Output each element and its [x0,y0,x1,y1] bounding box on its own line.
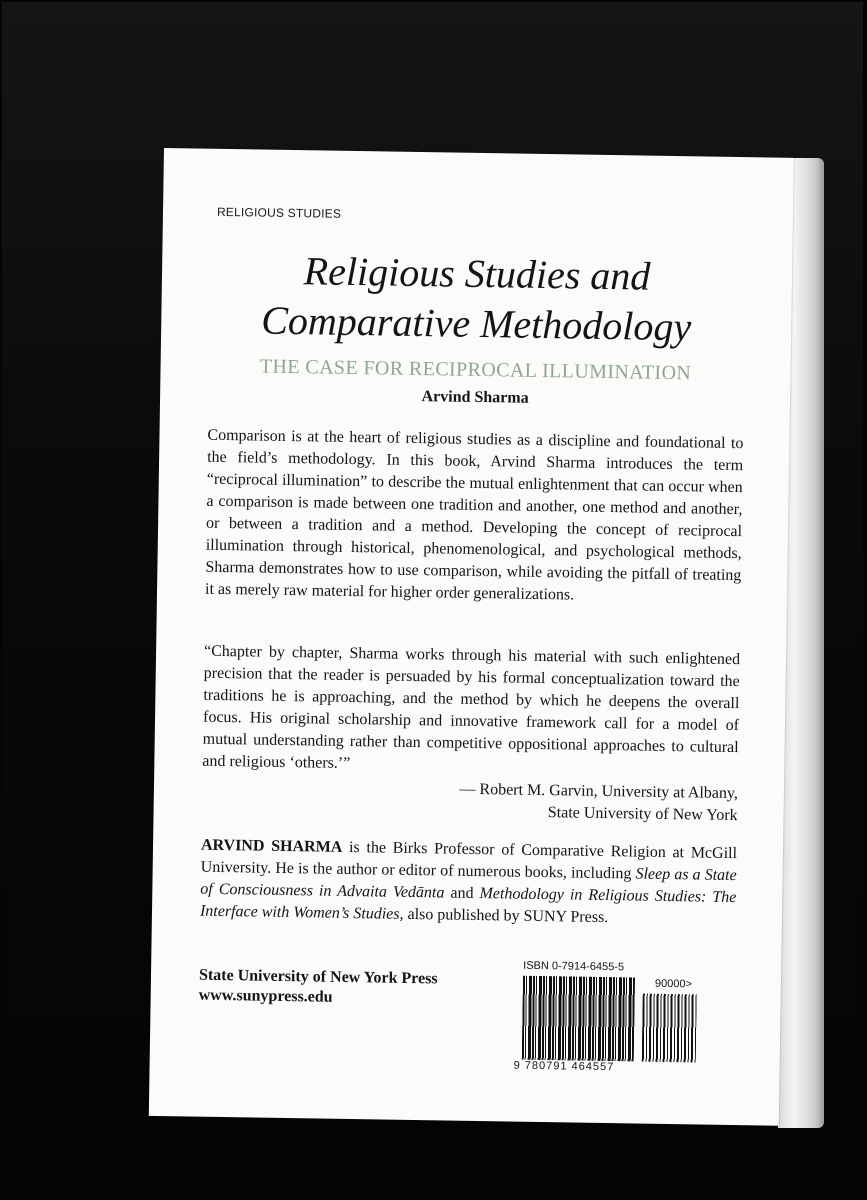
bio-author-name: ARVIND SHARMA [200,836,343,856]
bio-book-title-2: Methodology in Religious Studies: The Interface with Women’s Studies, [199,885,737,923]
publisher-website: www.sunypress.edu [198,986,333,1006]
description-paragraph: Comparison is at the heart of religious studies as a discipline and foundational to the field’s methodology. In this book, Arvind Sharma introduces the term “reciprocal illumination” to describe the mutual enlightenment that can occur when a comparison is made between one tradition and another, one method and another, or between a tradition and a method. Developing the concept of reciprocal illumination through historical, phenomenological, and psychological methods, Sharma demonstrates how to use comparison, while avoiding the pitfall of treating it as merely raw material for higher order generalizations. [204,426,744,604]
publisher-name: State University of New York Press [198,966,438,988]
book-subtitle: THE CASE FOR RECIPROCAL ILLUMINATION [259,355,692,385]
bio-text-3: also published by SUNY Press. [403,905,609,927]
ean-number: 9 780791 464557 [514,1060,644,1074]
endorsement-quote: “Chapter by chapter, Sharma works through his material with such enlightened precision that the reader is persuaded by his formal conceptualization toward the traditions he is approaching, and the method by which he deepens the overall focus. His original scholarship and innovative framework call for a model of mutual understanding rather than competitive oppositional approaches to cultural and religious ‘others.’” [202,642,741,773]
bio-text-2: and [444,884,480,903]
author-name: Arvind Sharma [421,388,529,407]
quote-attribution-line-1: — Robert M. Garvin, University at Albany, [459,780,739,803]
isbn-label: ISBN 0-7914-6455-5 [523,959,625,974]
book-title [201,245,753,354]
price-code-label: 90000> [654,977,693,991]
book-back-cover [149,148,794,1126]
ean-barcode [522,976,635,1062]
title-line-2: Comparative Methodology [260,297,692,350]
title-line-1: Religious Studies and [303,248,651,299]
bio-book-title-1: Sleep as a State of Consciousness in Advaita Vedānta [200,865,737,902]
series-label: RELIGIOUS STUDIES [216,204,342,221]
bio-text-1: is the Birks Professor of Comparative Religion at McGill University. He is the author or editor of numerous books, including [200,838,738,883]
price-addon-barcode [642,994,697,1063]
author-bio [200,835,737,931]
quote-attribution-line-2: State University of New York [547,804,738,825]
